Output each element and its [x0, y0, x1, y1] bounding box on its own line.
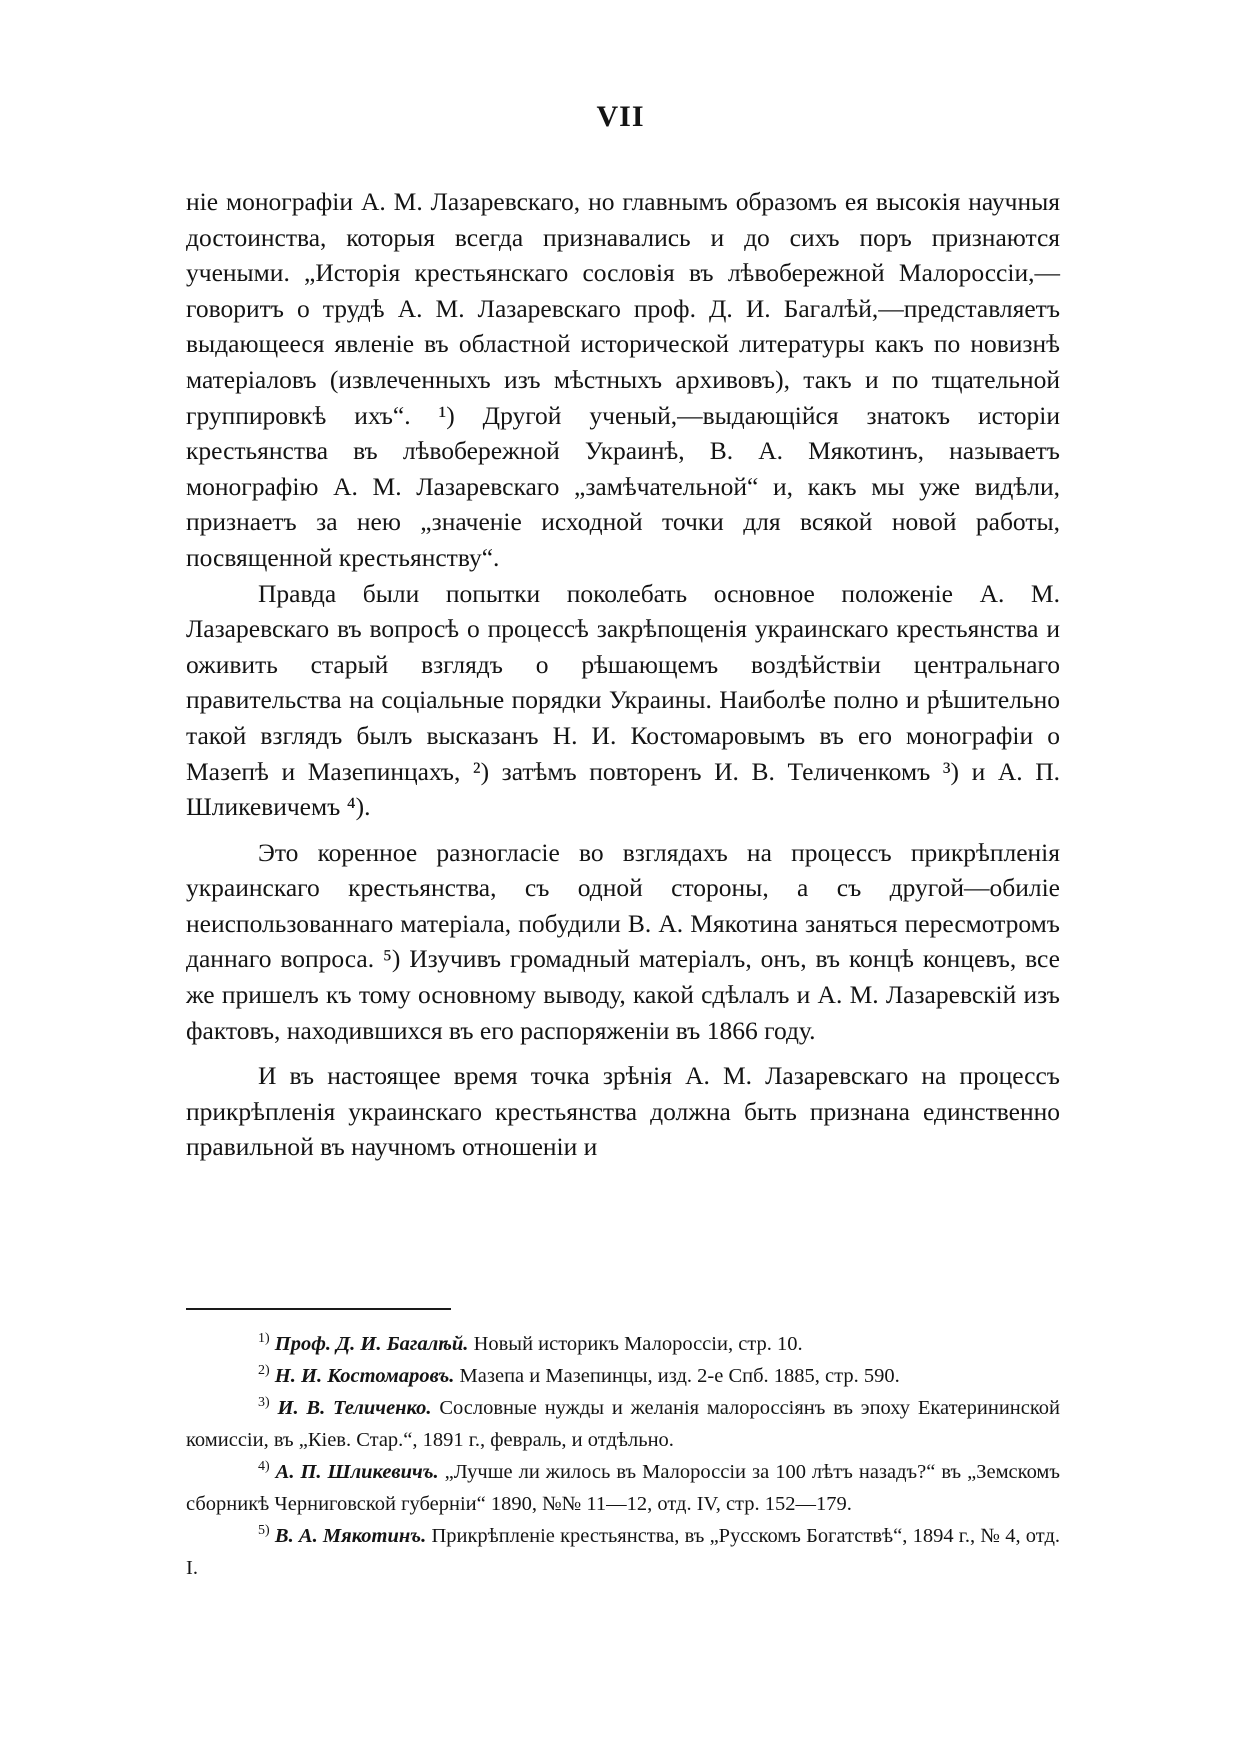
footnote-number: 4)	[258, 1459, 270, 1475]
footnote-author: А. П. Шликевичъ.	[275, 1461, 439, 1483]
footnote-number: 1)	[258, 1331, 270, 1347]
footnote	[186, 1360, 1060, 1392]
footnote-author: Н. И. Костомаровъ.	[274, 1365, 455, 1387]
page-number: VII	[596, 100, 645, 133]
footnote-divider	[186, 1308, 451, 1310]
footnote	[186, 1520, 1060, 1584]
paragraph: И въ настоящее время точка зрѣнія А. М. Лазаревскаго на процессъ прикрѣпленія украинскаго крестьянства должна быть признана единственно правильной въ научномъ отношеніи и	[186, 1061, 1060, 1162]
footnote-text: Мазепа и Мазепинцы, изд. 2-е Спб. 1885, стр. 590.	[459, 1365, 900, 1387]
paragraph: Это коренное разногласіе во взглядахъ на процессъ прикрѣпленія украинскаго крестьянства, съ одной стороны, а съ другой—обиліе неиспользованнаго матеріала, побудили В. А. Мякотина заняться пересмотромъ даннаго вопроса. ⁵) Изучивъ громадный матеріалъ, онъ, въ концѣ концевъ, все же пришелъ къ тому основному выводу, какой сдѣлалъ и А. М. Лазаревскій изъ фактовъ, находившихся въ его распоряженіи въ 1866 году.	[186, 837, 1060, 1045]
footnote	[186, 1392, 1060, 1456]
paragraph: ніе монографіи А. М. Лазаревскаго, но главнымъ образомъ ея высокія научныя достоинства, которыя всегда признавались и до сихъ поръ признаются учеными. „Исторія крестьянскаго сословія въ лѣвобережной Малороссіи,—говоритъ о трудѣ А. М. Лазаревскаго проф. Д. И. Багалѣй,—представляетъ выдающееся явленіе въ областной исторической литературы какъ по новизнѣ матеріаловъ (извлеченныхъ изъ мѣстныхъ архивовъ), такъ и по тщательной группировкѣ ихъ“. ¹) Другой ученый,—выдающійся знатокъ исторіи крестьянства въ лѣвобережной Украинѣ, В. А. Мякотинъ, называетъ монографію А. М. Лазаревскаго „замѣчательной“ и, какъ мы уже видѣли, признаетъ за нею „значеніе исходной точки для всякой новой работы, посвященной крестьянству“.	[186, 187, 1060, 572]
footnote-text: Прикрѣпленіе крестьянства, въ „Русскомъ Богатствѣ“, 1894 г., № 4, отд. I.	[186, 1525, 1061, 1579]
footnote-number: 3)	[258, 1395, 270, 1411]
footnote-author: В. А. Мякотинъ.	[274, 1525, 427, 1547]
footnote-number: 5)	[258, 1523, 270, 1539]
footnote	[186, 1328, 1060, 1360]
paragraph: Правда были попытки поколебать основное положеніе А. М. Лазаревскаго въ вопросѣ о процессѣ закрѣпощенія украинскаго крестьянства и оживить старый взглядъ о рѣшающемъ воздѣйствіи центральнаго правительства на соціальные порядки Украины. Наиболѣе полно и рѣшительно такой взглядъ былъ высказанъ Н. И. Костомаровымъ въ его монографіи о Мазепѣ и Мазепинцахъ, ²) затѣмъ повторенъ И. В. Теличенкомъ ³) и А. П. Шликевичемъ ⁴).	[186, 578, 1060, 822]
footnote-text: Новый историкъ Малороссіи, стр. 10.	[473, 1333, 803, 1355]
footnote-text: „Лучше ли жилось въ Малороссіи за 100 лѣтъ назадъ?“ въ „Земскомъ сборникѣ Черниговской губерніи“ 1890, №№ 11—12, отд. IV, стр. 152—179.	[186, 1461, 1061, 1515]
footnote-author: Проф. Д. И. Багалѣй.	[274, 1333, 469, 1355]
footnote-number: 2)	[258, 1363, 270, 1379]
footnote-author: И. В. Теличенко.	[277, 1397, 432, 1419]
footnote-text: Сословные нужды и желанія малороссіянъ въ эпоху Екатерининской комиссіи, въ „Кіев. Стар.“, 1891 г., февраль, и отдѣльно.	[186, 1397, 1061, 1451]
main-text	[186, 184, 1060, 1165]
footnotes	[186, 1328, 1060, 1584]
footnote	[186, 1456, 1060, 1520]
